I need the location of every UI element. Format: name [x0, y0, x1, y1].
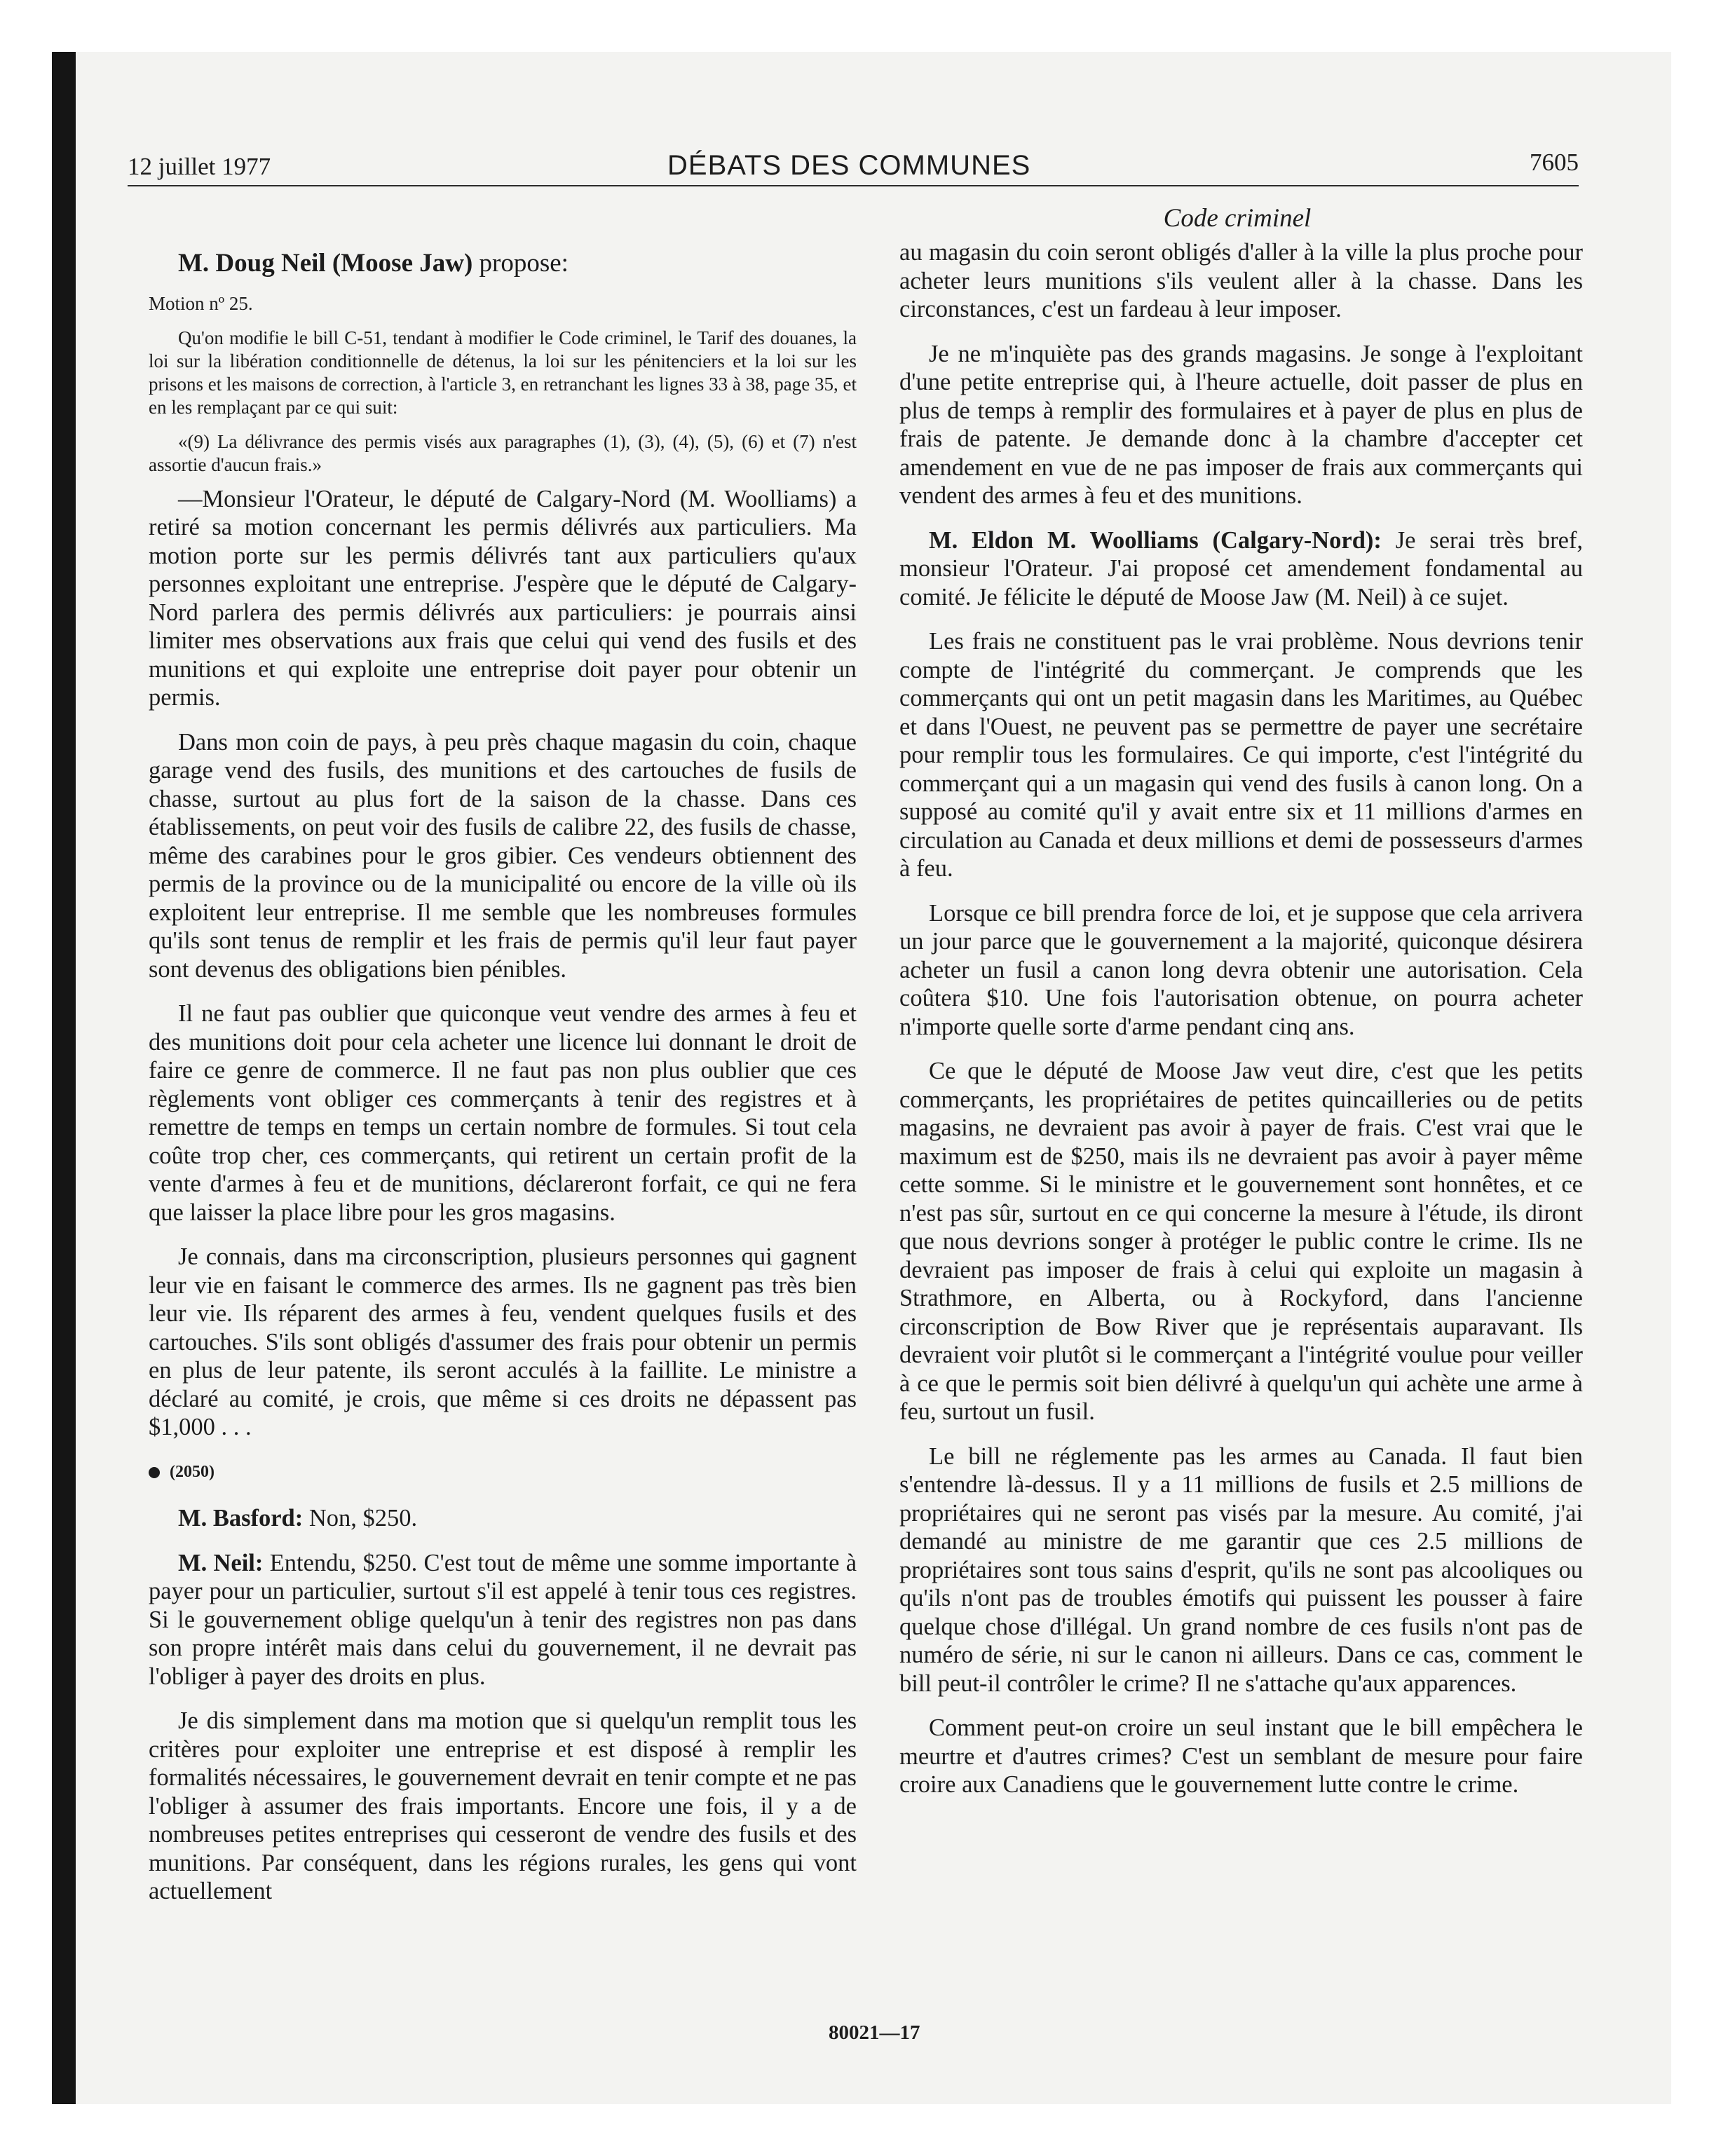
- time-mark: [149, 1458, 857, 1487]
- motion-verb: propose:: [472, 249, 569, 278]
- speech-neil: [149, 1549, 857, 1691]
- motion-heading: [149, 250, 857, 278]
- paragraph: Je ne m'inquiète pas des grands magasins. Je songe à l'exploitant d'une petite entreprise qui, à l'heure actuelle, doit passer de plus en plus de temps à remplir des formulaires et à payer de plus en plus de frais de patente. Je demande donc à la chambre d'accepter cet amendement en vue de ne pas imposer de frais aux commerçants qui vendent des armes à feu et des munitions.: [899, 340, 1583, 509]
- speech-text: Entendu, $250. C'est tout de même une somme importante à payer pour un particulier, surtout s'il est appelé à tenir tous ces registres. Si le gouvernement oblige quelqu'un à tenir des registres non pas dans son propre intérêt mais dans celui du gouvernement, il ne devrait pas l'obliger à payer des droits en plus.: [149, 1549, 857, 1690]
- speech-text: Non, $250.: [303, 1505, 418, 1531]
- paragraph: Comment peut-on croire un seul instant que le bill empêchera le meurtre et d'autres crimes? C'est un semblant de mesure pour faire croire aux Canadiens que le gouvernement lutte contre le crime.: [899, 1714, 1583, 1798]
- motion-quote: «(9) La délivrance des permis visés aux paragraphes (1), (3), (4), (5), (6) et (7) n'est assortie d'aucun frais.»: [149, 430, 857, 475]
- paragraph: Dans mon coin de pays, à peu près chaque magasin du coin, chaque garage vend des fusils, des munitions et des cartouches de fusils de chasse, surtout au plus fort de la saison de la chasse. Dans ces établissements, on peut voir des fusils de calibre 22, des fusils de chasse, même des carabines pour le gros gibier. Ces vendeurs obtiennent des permis de la province ou de la municipalité ou encore de la ville où ils exploitent leur entreprise. Il me semble que les nombreuses formules qu'ils sont tenus de remplir et les frais de permis qu'il leur faut payer sont devenus des obligations bien pénibles.: [149, 728, 857, 983]
- header-title: DÉBATS DES COMMUNES: [667, 150, 1031, 181]
- paragraph: Il ne faut pas oublier que quiconque veut vendre des armes à feu et des munitions doit pour cela acheter une licence lui donnant le droit de faire ce genre de commerce. Il ne faut pas non plus oublier que ces règlements vont obliger ces commerçants à tenir des registres et à remettre de temps en temps un certain nombre de formules. Si tout cela coûte trop cher, ces commerçants, qui retirent un certain profit de la vente d'armes à feu et de munitions, déclareront forfait, ce qui ne fera que laisser la place libre pour les gros magasins.: [149, 1000, 857, 1226]
- speech-basford: [149, 1504, 857, 1533]
- left-column: [149, 210, 857, 1922]
- paragraph: Je connais, dans ma circonscription, plusieurs personnes qui gagnent leur vie en faisant le commerce des armes. Ils ne gagnent pas très bien leur vie. Ils réparent des armes à feu, vendent quelques fusils et des cartouches. S'ils sont obligés d'assumer des frais pour obtenir un permis en plus de leur patente, ils seront acculés à la faillite. Le ministre a déclaré au comité, je crois, que même si ces droits ne dépassent pas $1,000 . . .: [149, 1243, 857, 1440]
- paragraph: au magasin du coin seront obligés d'aller à la ville la plus proche pour acheter leurs munitions s'ils veulent aller à la chasse. Dans les circonstances, c'est un fardeau à leur imposer.: [899, 239, 1583, 322]
- paragraph: —Monsieur l'Orateur, le député de Calgary-Nord (M. Woolliams) a retiré sa motion concernant les permis délivrés aux particuliers. Ma motion porte sur les permis délivrés tant aux particuliers qu'aux personnes exploitant une entreprise. J'espère que le député de Calgary-Nord parlera des permis délivrés aux particuliers: je pourrais ainsi limiter mes observations aux frais que celui qui vend des fusils et des munitions et qui exploite une entreprise doit payer pour obtenir un permis.: [149, 485, 857, 711]
- right-column: [899, 238, 1583, 1815]
- header-page-number: 7605: [1530, 149, 1579, 176]
- paragraph: Les frais ne constituent pas le vrai problème. Nous devrions tenir compte de l'intégrité du commerçant. Je comprends que les commerçants qui ont un petit magasin dans les Maritimes, au Québec et dans l'Ouest, ne peuvent pas se permettre de payer une secrétaire pour remplir tous les formulaires. Ce qui importe, c'est l'intégrité du commerçant qui a un magasin qui vend des fusils à canon long. On a supposé au comité qu'il y avait entre six et 11 millions d'armes en circulation au Canada et deux millions et demi de possesseurs d'armes à feu.: [899, 628, 1583, 882]
- speaker-name: M. Basford:: [178, 1505, 304, 1531]
- running-head: Code criminel: [1163, 204, 1312, 233]
- time-mark-text: (2050): [170, 1462, 215, 1481]
- paragraph: Je dis simplement dans ma motion que si quelqu'un remplit tous les critères pour exploiter une entreprise et est disposé à remplir les formalités nécessaires, le gouvernement devrait en tenir compte et ne pas l'obliger à assumer des frais importants. Encore une fois, il y a de nombreuses petites entreprises qui cesseront de vendre des fusils et des munitions. Par conséquent, dans les régions rurales, les gens qui vont actuellement: [149, 1707, 857, 1904]
- motion-number: Motion nº 25.: [149, 292, 253, 314]
- page-header: [128, 102, 1579, 186]
- speaker-name: M. Neil:: [178, 1549, 264, 1576]
- speech-woolliams: [899, 526, 1583, 612]
- header-date: 12 juillet 1977: [128, 153, 271, 180]
- speaker-name: M. Eldon M. Woolliams (Calgary-Nord):: [929, 526, 1382, 554]
- paragraph: Le bill ne réglemente pas les armes au Canada. Il faut bien s'entendre là-dessus. Il y a 11 millions de fusils et 2.5 millions de propriétaires qui ne seront pas visés par la mesure. Au comité, j'ai demandé au ministre de me garantir que ces 2.5 millions de propriétaires sont tous sains d'esprit, qu'ils ne sont pas alcooliques ou qu'ils n'ont pas de troubles émotifs qui puissent les pousser à faire quelque chose d'illégal. Un grand nombre de ces fusils n'ont pas de numéro de série, ni sur le canon ni ailleurs. Dans ce cas, comment le bill peut-il contrôler le crime? Il ne s'attache qu'aux apparences.: [899, 1442, 1583, 1697]
- paragraph: Ce que le député de Moose Jaw veut dire, c'est que les petits commerçants, les propriétaires de petites quincailleries ou de petits magasins, ne devraient pas avoir à payer de frais. C'est vrai que le maximum est de $250, mais ils ne devraient pas avoir à payer même cette somme. Si le ministre et le gouvernement sont honnêtes, et ce n'est pas sûr, surtout en ce qui concerne la mesure à l'étude, ils diront que nous devrions songer à protéger le public contre le crime. Ils ne devraient pas imposer de frais à celui qui exploite un magasin à Strathmore, en Alberta, ou à Rockyford, dans l'ancienne circonscription de Bow River que je représentais auparavant. Ils devraient voir plutôt si le commerçant a l'intégrité voulue pour veiller à ce que le permis soit bien délivré à quelqu'un qui achète une arme à feu, surtout un fusil.: [899, 1058, 1583, 1425]
- speech-text: Je serai très bref, monsieur l'Orateur. J'ai proposé cet amendement fondamental au comité. Je félicite le député de Moose Jaw (M. Neil) à ce sujet.: [899, 526, 1583, 610]
- page-footer: 80021—17: [829, 2021, 920, 2044]
- paragraph: Lorsque ce bill prendra force de loi, et je suppose que cela arrivera un jour parce que le gouvernement a la majorité, quiconque désirera acheter un fusil a canon long devra obtenir une autorisation. Cela coûtera $10. Une fois l'autorisation obtenue, on pourra acheter n'importe quelle sorte d'arme pendant cinq ans.: [899, 899, 1583, 1040]
- speaker-name: M. Doug Neil (Moose Jaw): [178, 249, 473, 278]
- bullet-icon: [149, 1467, 160, 1478]
- motion-text: Qu'on modifie le bill C-51, tendant à modifier le Code criminel, le Tarif des douanes, la loi sur la libération conditionnelle de détenus, la loi sur les pénitenciers et la loi sur les prisons et les maisons de correction, à l'article 3, en retranchant les lignes 33 à 38, page 35, et en les remplaçant par ce qui suit:: [149, 327, 857, 418]
